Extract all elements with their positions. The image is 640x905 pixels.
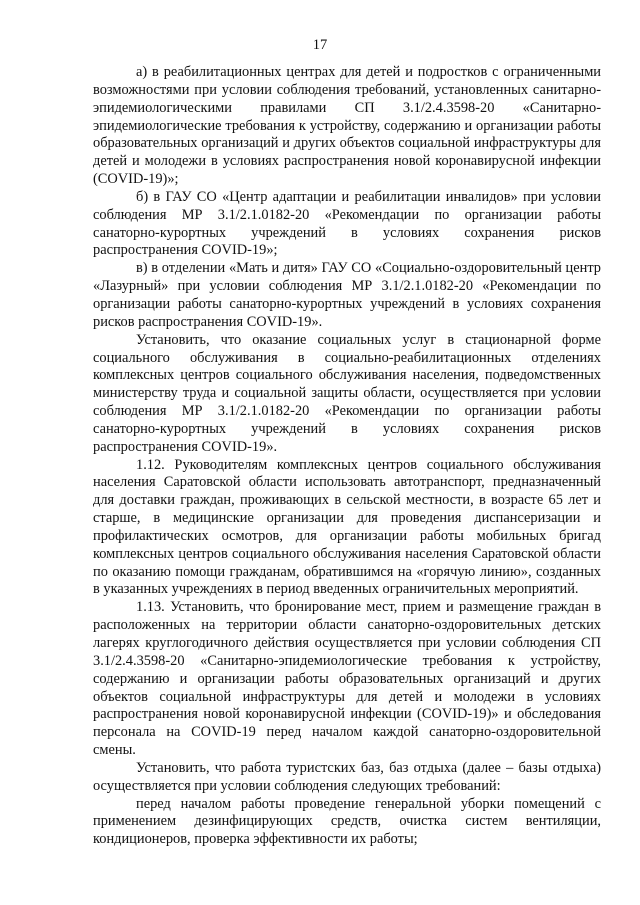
paragraph-rehab-centers: а) в реабилитационных центрах для детей и подростков с ограниченными возможностями при условии соблюдения требований, установленных санитарно-эпидемиологическими правилами СП 3.1/2.4.3598-20 «Санитарно-эпидемиологические требования к устройству, содержанию и организации работы образовательных организаций и других объектов социальной инфраструктуры для детей и молодежи в условиях распространения новой коронавирусной инфекции (COVID-19)»; [93, 64, 601, 188]
paragraph-tourist-bases: Установить, что работа туристских баз, баз отдыха (далее – базы отдыха) осуществляется при условии соблюдения следующих требований: [93, 759, 601, 794]
paragraph-general-cleaning: перед началом работы проведение генеральной уборки помещений с применением дезинфицирующих средств, очистка систем вентиляции, кондиционеров, проверка эффективности их работы; [93, 795, 601, 848]
paragraph-adaptation-center: б) в ГАУ СО «Центр адаптации и реабилитации инвалидов» при условии соблюдения МР 3.1/2.1.0182-20 «Рекомендации по организации работы санаторно-курортных учреждений в условиях сохранения рисков распространения COVID-19»; [93, 188, 601, 259]
paragraph-mother-child-department: в) в отделении «Мать и дитя» ГАУ СО «Социально-оздоровительный центр «Лазурный» при условии соблюдения МР 3.1/2.1.0182-20 «Рекомендации по организации работы санаторно-курортных учреждений в условиях сохранения рисков распространения COVID-19». [93, 260, 601, 330]
paragraph-1-13: 1.13. Установить, что бронирование мест, прием и размещение граждан в расположенных на территории области санаторно-оздоровительных детских лагерях круглогодичного действия осуществляется при условии соблюдения СП 3.1/2.4.3598-20 «Санитарно-эпидемиологические требования к устройству, содержанию и организации работы образовательных организаций и других объектов социальной инфраструктуры для детей и молодежи в условиях распространения новой коронавирусной инфекции (COVID-19)» и обследования персонала на COVID-19 перед началом каждой санаторно-оздоровительной смены. [93, 599, 601, 759]
document-body [93, 64, 601, 849]
paragraph-1-12: 1.12. Руководителям комплексных центров социального обслуживания населения Саратовской области использовать автотранспорт, предназначенный для доставки граждан, проживающих в сельской местности, в возрасте 65 лет и старше, в медицинские организации для проведения диспансеризации и профилактических осмотров, для организации работы мобильных бригад комплексных центров социального обслуживания населения Саратовской области по оказанию помощи гражданам, обратившимся на «горячую линию», созданных в указанных учреждениях в период введенных ограничительных мероприятий. [93, 456, 601, 598]
page-number: 17 [312, 37, 328, 53]
paragraph-social-services: Установить, что оказание социальных услуг в стационарной форме социального обслуживания в социально-реабилитационных отделениях комплексных центров социального обслуживания населения, подведомственных министерству труда и социальной защиты области, осуществляется при условии соблюдения МР 3.1/2.1.0182-20 «Рекомендации по организации работы санаторно-курортных учреждений в условиях сохранения рисков распространения COVID-19». [93, 331, 601, 455]
